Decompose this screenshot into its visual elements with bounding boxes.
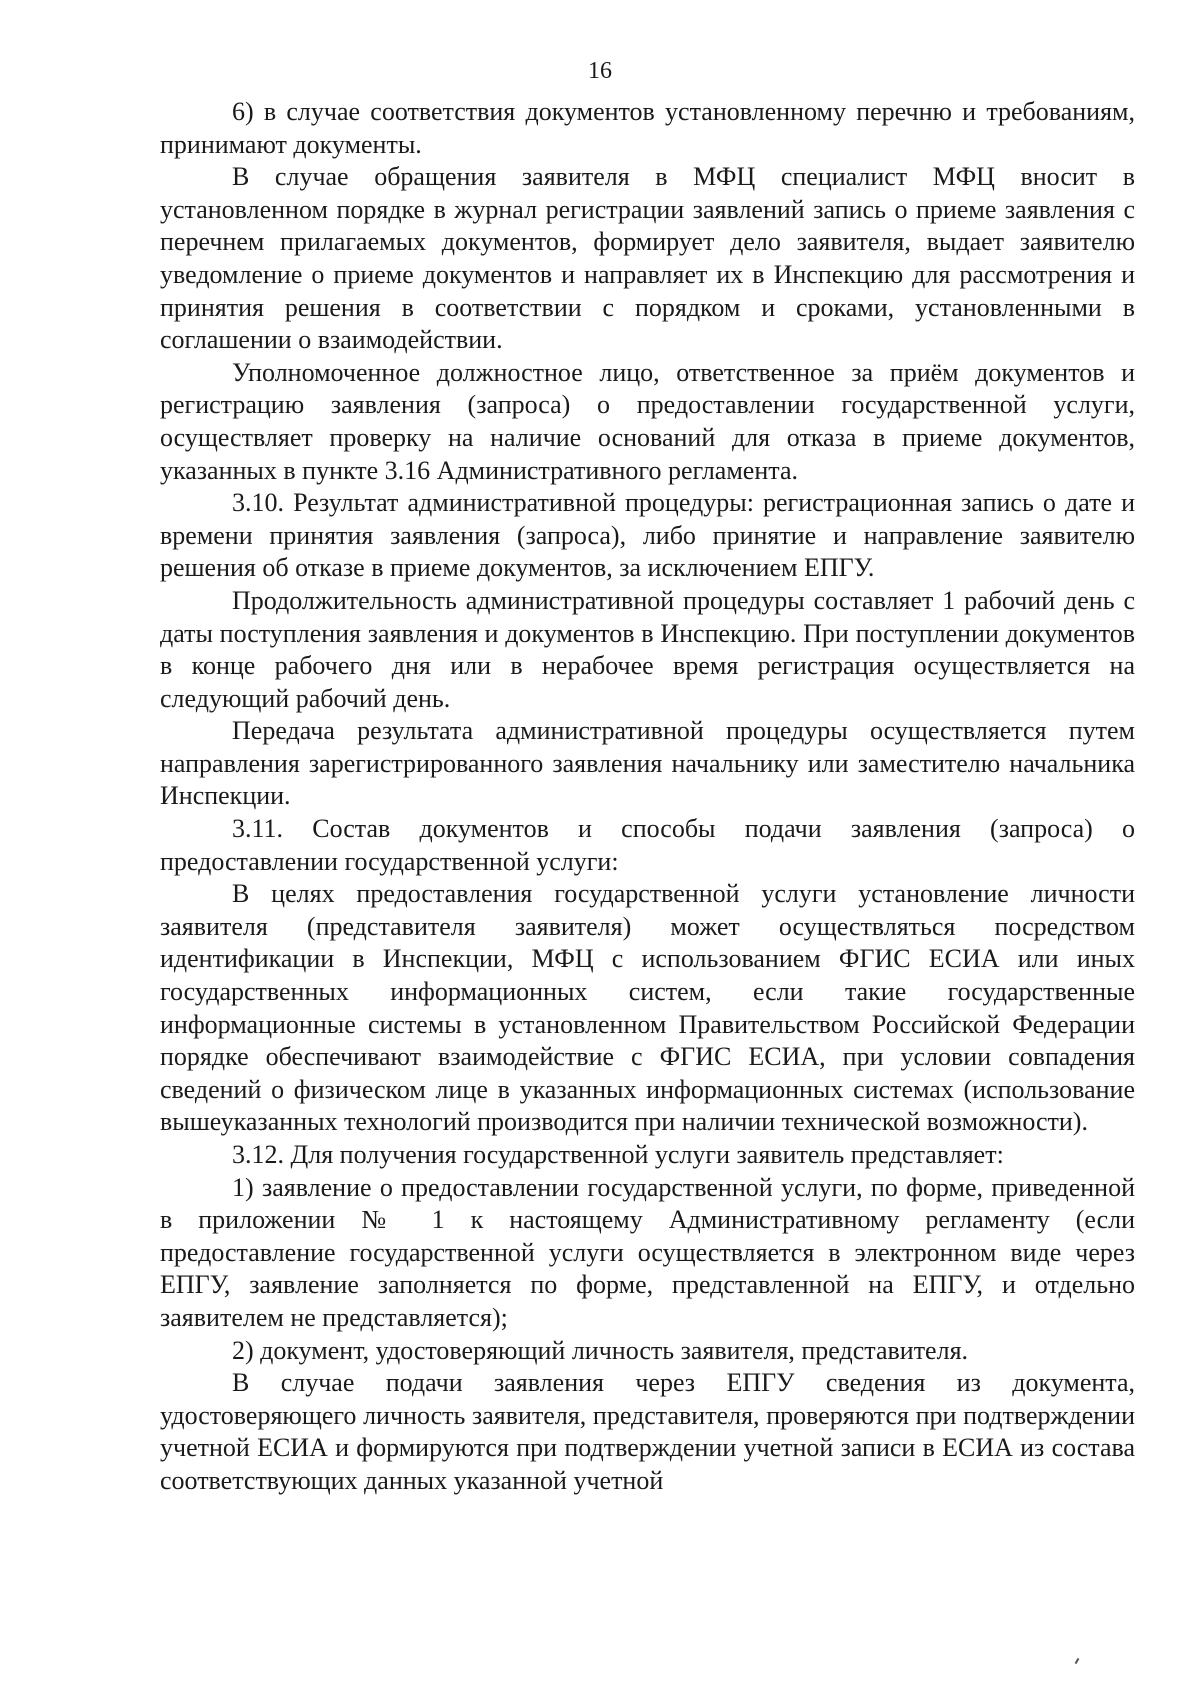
paragraph-3-12-requirements: 3.12. Для получения государственной услуги заявитель представляет: [232,1140,1004,1169]
paragraph-authorized-official: Уполномоченное должностное лицо, ответственное за приём документов и регистрацию заявления (запроса) о предоставлении государственной услуги, осуществляет проверку на наличие оснований для отказа в приеме документов, указанных в пункте 3.16 Административного регламента. [160,357,1135,485]
scan-speck [1075,1658,1080,1664]
paragraph-3-10-result: 3.10. Результат административной процедуры: регистрационная запись о дате и времени принятия заявления (запроса), либо принятие и направление заявителю решения об отказе в приеме документов, за исключением ЕПГУ. [160,488,1135,583]
paragraph-duration: Продолжительность административной процедуры составляет 1 рабочий день с даты поступления заявления и документов в Инспекцию. При поступлении документов в конце рабочего дня или в нерабочее время регистрация осуществляется на следующий рабочий день. [160,585,1135,713]
paragraph-item-1-application: 1) заявление о предоставлении государственной услуги, по форме, приведенной в приложении № 1 к настоящему Административному регламенту (если предоставление государственной услуги осуществляется в электронном виде через ЕПГУ, заявление заполняется по форме, представленной на ЕПГУ, и отдельно заявителем не представляется); [160,1172,1135,1332]
paragraph-epgu-submission: В случае подачи заявления через ЕПГУ сведения из документа, удостоверяющего личность заявителя, представителя, проверяются при подтверждении учетной ЕСИА и формируются при подтверждении учетной записи в ЕСИА из состава соответствующих данных указанной учетной [160,1368,1135,1495]
paragraph-transfer: Передача результата административной процедуры осуществляется путем направления зарегистрированного заявления начальнику или заместителю начальника Инспекции. [160,716,1135,811]
paragraph-identification: В целях предоставления государственной услуги установление личности заявителя (представителя заявителя) может осуществляться посредством идентификации в Инспекции, МФЦ с использованием ФГИС ЕСИА или иных государственных информационных систем, если такие государственные информационные системы в установленном Правительством Российской Федерации порядке обеспечивают взаимодействие с ФГИС ЕСИА, при условии совпадения сведений о физическом лице в указанных информационных системах (использование вышеуказанных технологий производится при наличии технической возможности). [160,879,1135,1137]
paragraph-mfc-registration: В случае обращения заявителя в МФЦ специалист МФЦ вносит в установленном порядке в журнал регистрации заявлений запись о приеме заявления с перечнем прилагаемых документов, формирует дело заявителя, выдает заявителю уведомление о приеме документов и направляет их в Инспекцию для рассмотрения и принятия решения в соответствии с порядком и сроками, установленными в соглашении о взаимодействии. [160,162,1135,355]
document-body [160,96,1135,1498]
paragraph-item-6-acceptance: 6) в случае соответствия документов установленному перечню и требованиям, принимают документы. [160,97,1135,159]
paragraph-item-2-identity-document: 2) документ, удостоверяющий личность заявителя, представителя. [232,1335,969,1365]
page-number: 16 [588,58,612,84]
paragraph-3-11-documents: 3.11. Состав документов и способы подачи заявления (запроса) о предоставлении государственной услуги: [160,814,1135,876]
